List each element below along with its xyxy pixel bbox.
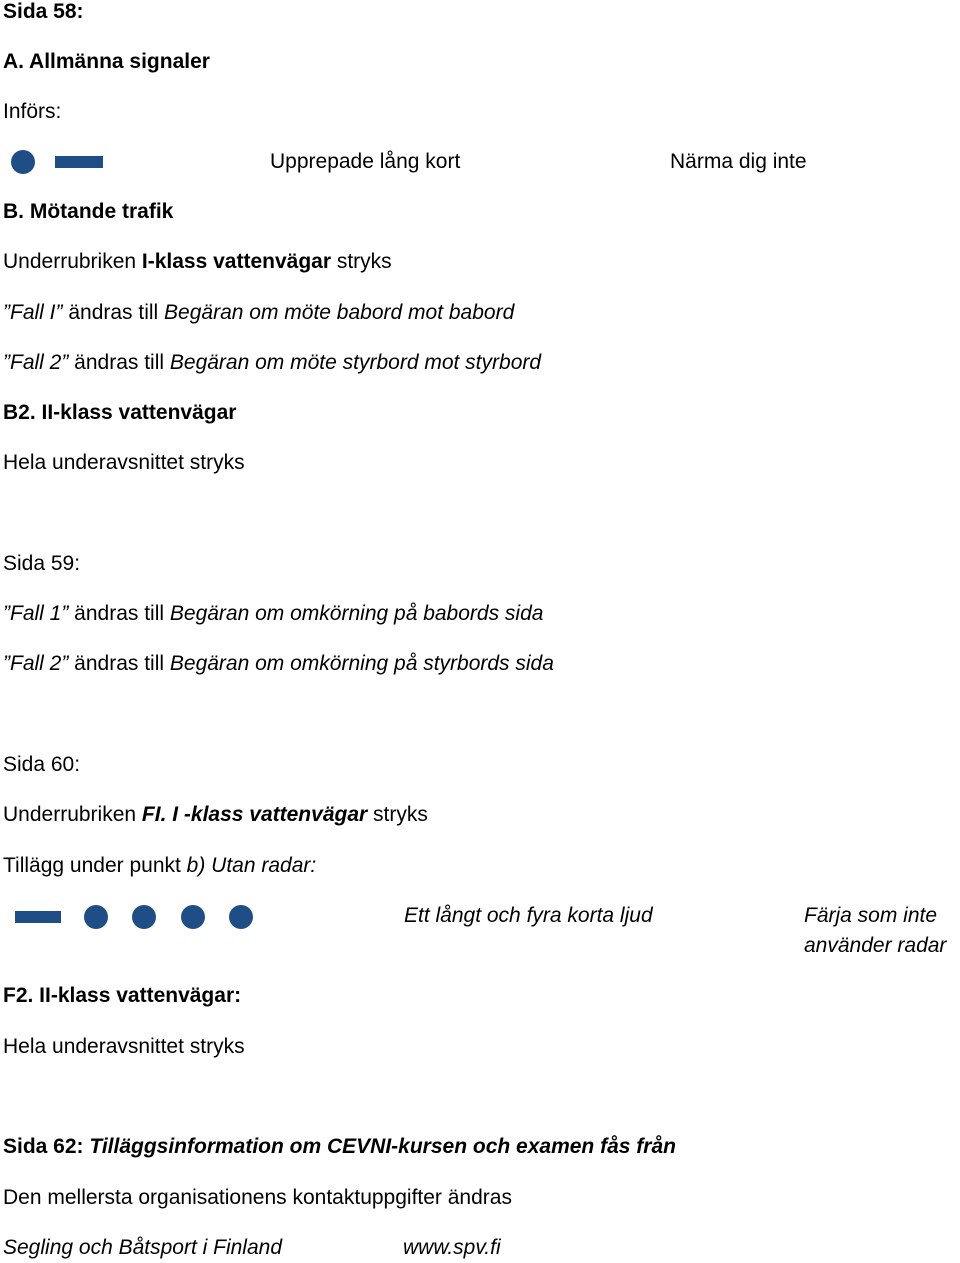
- page-58-heading: Sida 58:: [3, 0, 84, 23]
- short-blast-dot-icon: [84, 905, 108, 929]
- page-60-heading: Sida 60:: [3, 753, 81, 776]
- short-blast-dot-icon: [229, 905, 253, 929]
- long-blast-dash-icon: [55, 156, 103, 168]
- contact-change-text: Den mellersta organisationens kontaktuppgifter ändras: [3, 1186, 512, 1209]
- short-blast-dot-icon: [181, 905, 205, 929]
- fall-2-change: ”Fall 2” ändras till Begäran om möte styrbord mot styrbord: [3, 351, 542, 374]
- section-f2-text: Hela underavsnittet stryks: [3, 1035, 245, 1058]
- page-62-heading: Sida 62: Tilläggsinformation om CEVNI-kursen och examen fås från: [3, 1135, 676, 1158]
- section-b2-heading: B2. II-klass vattenvägar: [3, 401, 237, 424]
- infors-label: Införs:: [3, 100, 62, 123]
- signal-meaning-line-2: använder radar: [804, 934, 947, 957]
- signal-description: Upprepade lång kort: [270, 150, 461, 173]
- section-a-heading: A. Allmänna signaler: [3, 50, 210, 73]
- section-b2-text: Hela underavsnittet stryks: [3, 451, 245, 474]
- subheading-strike-note: Underrubriken I-klass vattenvägar stryks: [3, 250, 392, 273]
- signal-meaning: Närma dig inte: [670, 150, 807, 173]
- fall-2-overtaking: ”Fall 2” ändras till Begäran om omkörning på styrbords sida: [3, 652, 554, 675]
- subheading-fi-strike-note: Underrubriken FI. I -klass vattenvägar stryks: [3, 803, 428, 826]
- short-blast-dot-icon: [11, 150, 35, 174]
- signal-meaning-line-1: Färja som inte: [804, 904, 938, 927]
- short-blast-dot-icon: [132, 905, 156, 929]
- organization-name: Segling och Båtsport i Finland: [3, 1236, 282, 1259]
- long-blast-dash-icon: [15, 911, 61, 923]
- fall-1-change: ”Fall I” ändras till Begäran om möte babord mot babord: [3, 301, 515, 324]
- addition-note: Tillägg under punkt b) Utan radar:: [3, 854, 317, 877]
- page-59-heading: Sida 59:: [3, 552, 81, 575]
- signal-description: Ett långt och fyra korta ljud: [404, 904, 653, 927]
- fall-1-overtaking: ”Fall 1” ändras till Begäran om omkörning på babords sida: [3, 602, 544, 625]
- section-f2-heading: F2. II-klass vattenvägar:: [3, 984, 242, 1007]
- organization-url[interactable]: www.spv.fi: [403, 1236, 501, 1259]
- section-b-heading: B. Mötande trafik: [3, 200, 174, 223]
